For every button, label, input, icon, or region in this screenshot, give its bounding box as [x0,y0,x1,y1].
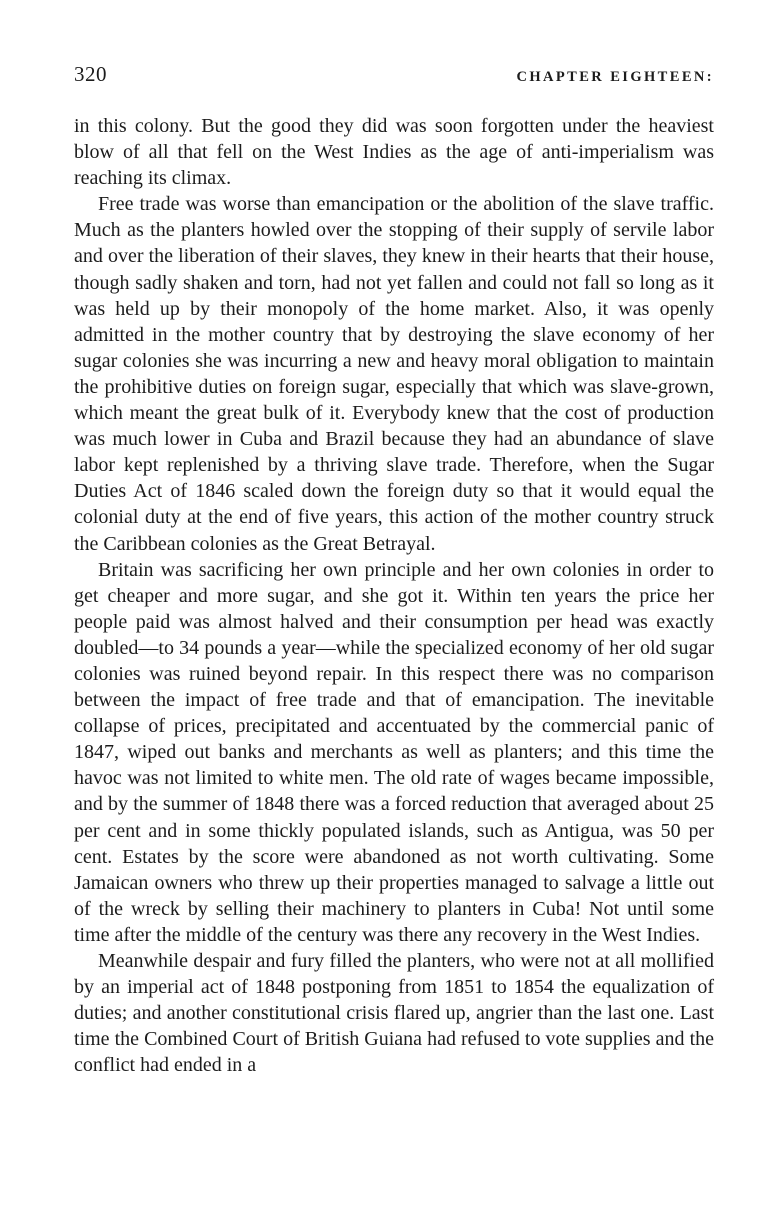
page-number: 320 [74,62,107,86]
paragraph-meanwhile: Meanwhile despair and fury filled the planters, who were not at all mollified by an imperial act of 1848 postponing from 1851 to 1854 the equalization of duties; and another constitutional crisis flared up, angrier than the last one. Last time the Combined Court of British Guiana had refused to vote supplies and the conflict had ended in a [74,950,714,1077]
paragraph-continued: in this colony. But the good they did was soon forgotten under the heaviest blow of all that fell on the West Indies as the age of anti-imperialism was reaching its climax. [74,115,714,190]
book-page [74,62,714,1078]
chapter-title: CHAPTER EIGHTEEN: [516,69,714,85]
running-head [74,62,714,92]
paragraph-free-trade: Free trade was worse than emancipation or the abolition of the slave traffic. Much as the planters howled over the stopping of their supply of servile labor and over the liberation of their slaves, they knew in their hearts that their house, though sadly shaken and torn, had not yet fallen and could not fall so long as it was held up by their monopoly of the home market. Also, it was openly admitted in the mother country that by destroying the slave economy of her sugar colonies she was incurring a new and heavy moral obligation to maintain the prohibitive duties on foreign sugar, especially that which was slave-grown, which meant the great bulk of it. Everybody knew that the cost of production was much lower in Cuba and Brazil because they had an abundance of slave labor kept replenished by a thriving slave trade. Therefore, when the Sugar Duties Act of 1846 scaled down the foreign duty so that it would equal the colonial duty at the end of five years, this action of the mother country struck the Caribbean colonies as the Great Betrayal. [74,193,714,555]
body-text [74,113,714,1078]
paragraph-britain: Britain was sacrificing her own principle and her own colonies in order to get cheaper and more sugar, and she got it. Within ten years the price her people paid was almost halved and their consumption per head was exactly doubled—to 34 pounds a year—while the specialized economy of her old sugar colonies was ruined beyond repair. In this respect there was no comparison between the impact of free trade and that of emancipation. The inevitable collapse of prices, precipitated and accentuated by the commercial panic of 1847, wiped out banks and merchants as well as planters; and this time the havoc was not limited to white men. The old rate of wages became impossible, and by the summer of 1848 there was a forced reduction that averaged about 25 per cent and in some thickly populated islands, such as Antigua, was 50 per cent. Estates by the score were abandoned as not worth cultivating. Some Jamaican owners who threw up their properties managed to salvage a little out of the wreck by selling their machinery to planters in Cuba! Not until some time after the middle of the century was there any recovery in the West Indies. [74,558,714,946]
